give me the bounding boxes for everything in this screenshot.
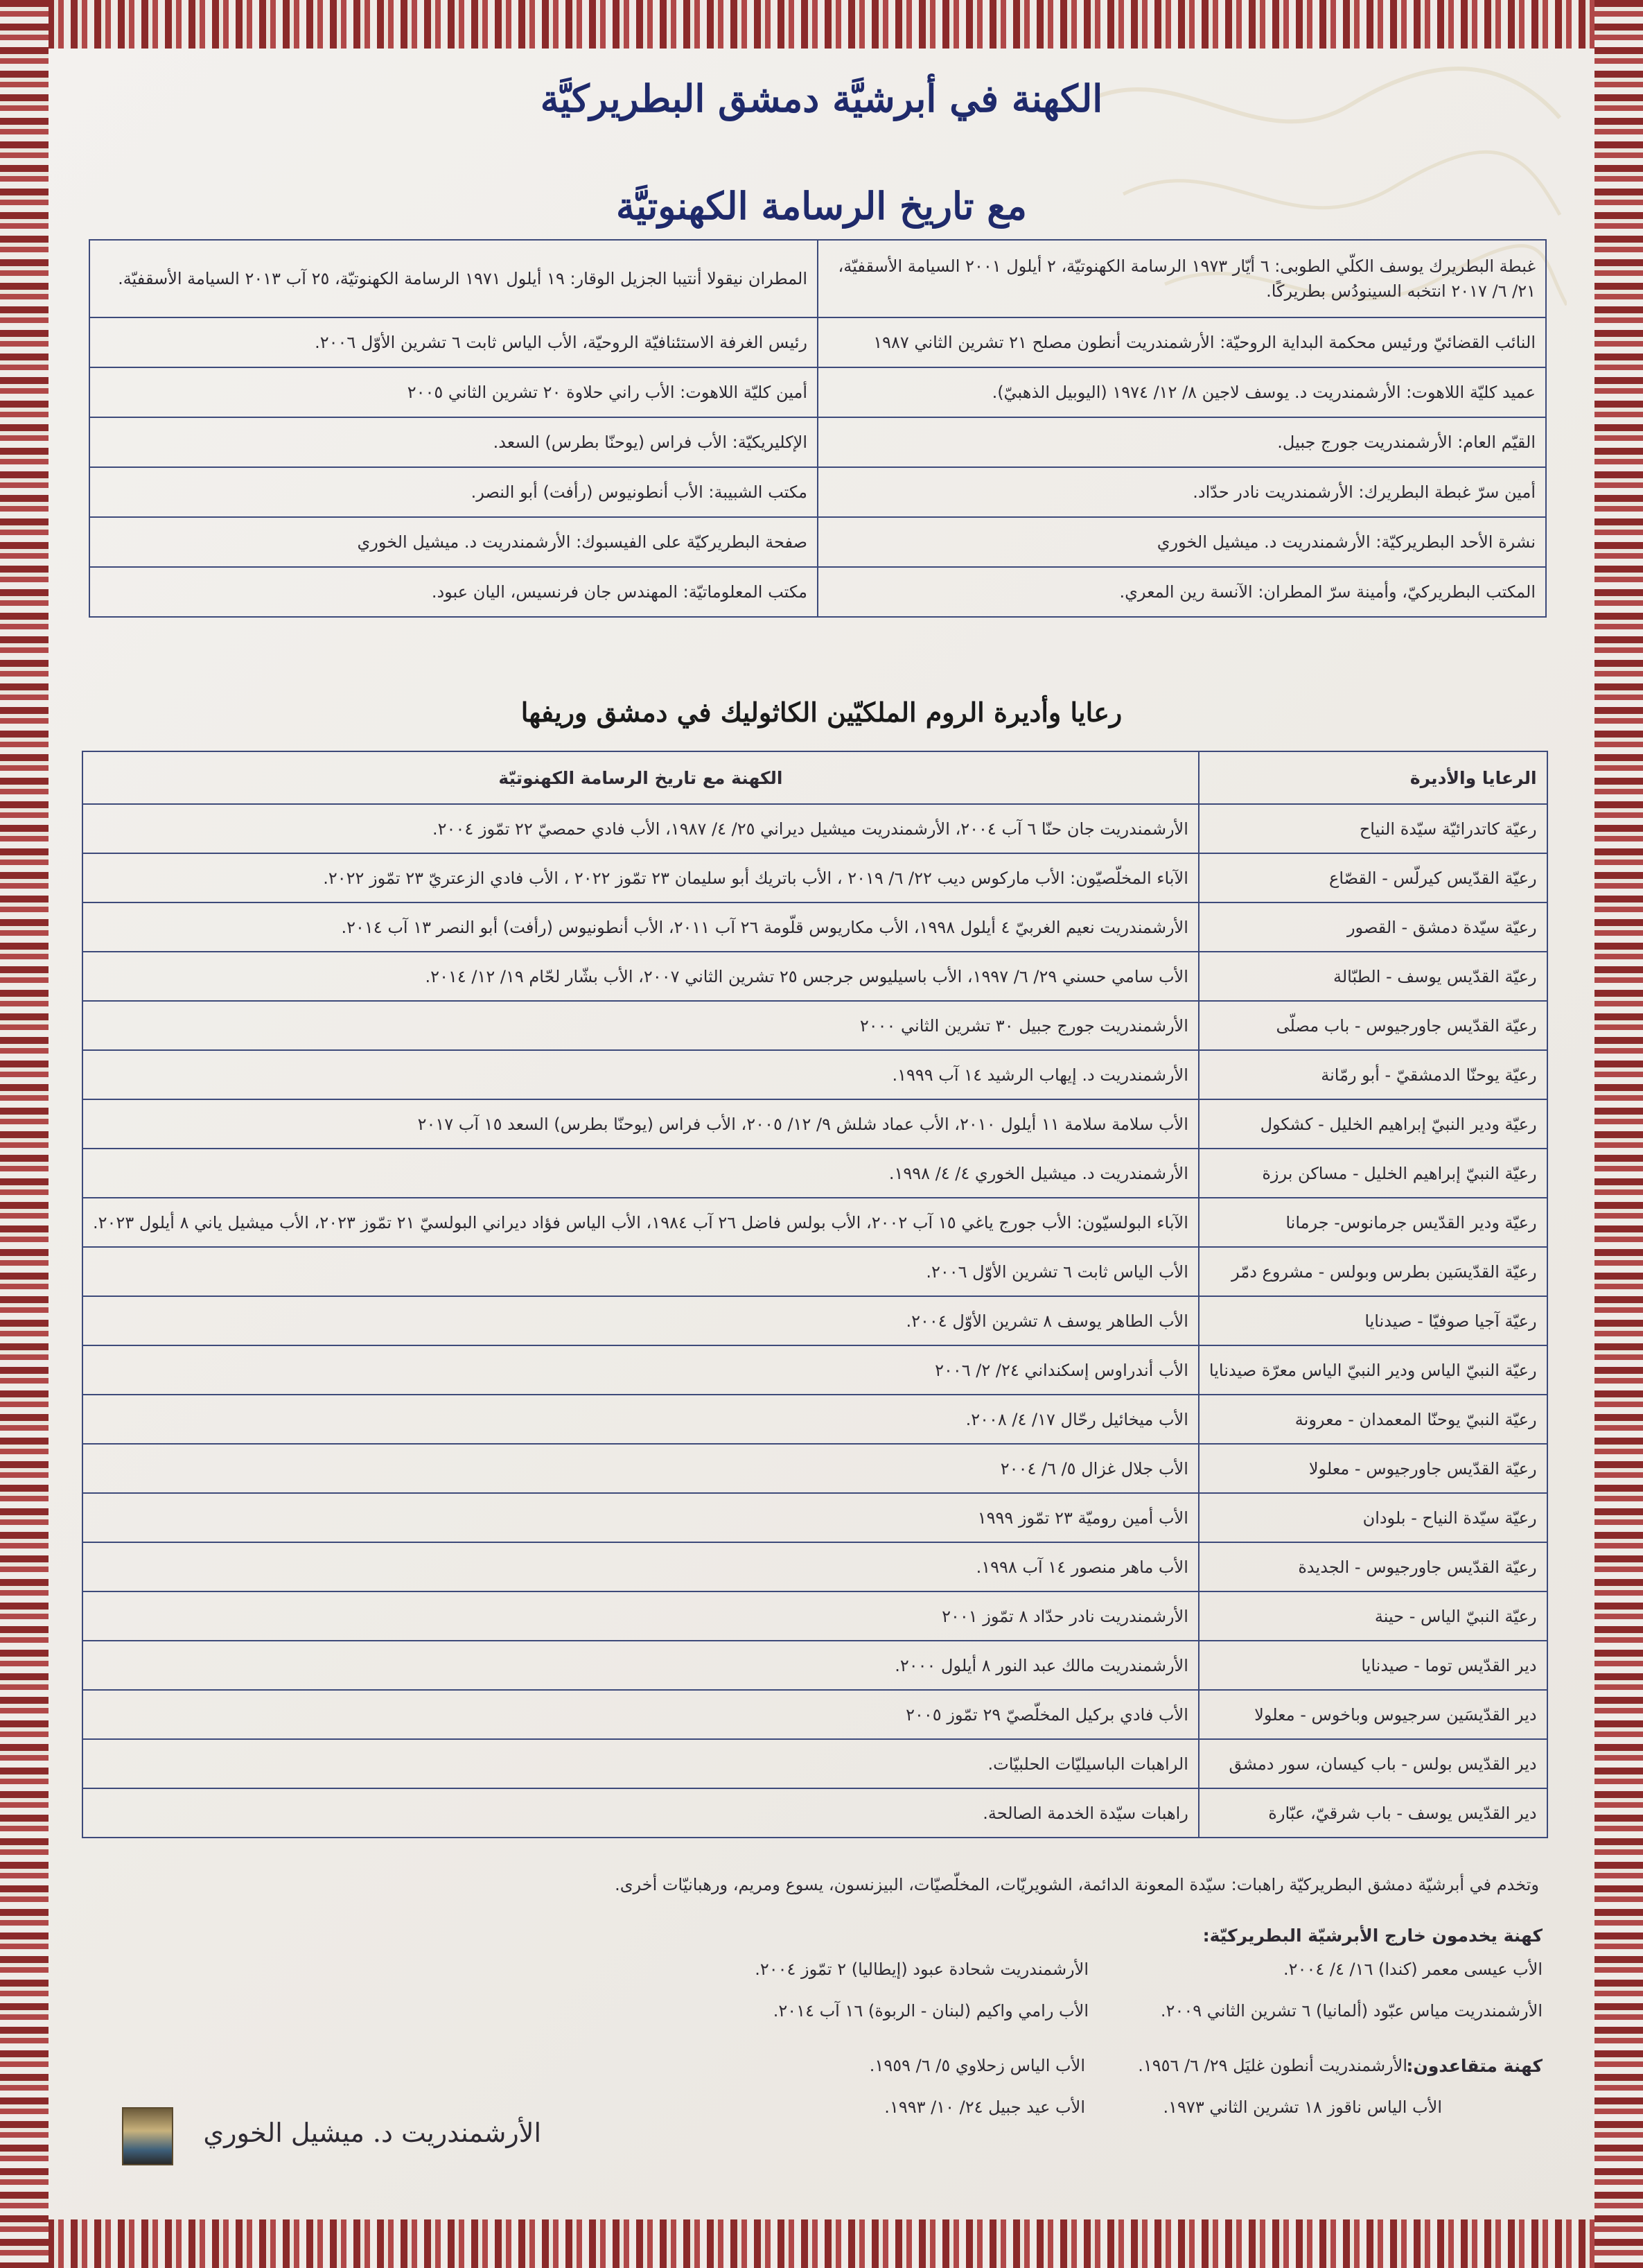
admin-cell-right: عميد كليّة اللاهوت: الأرشمندريت د. يوسف لاجين ٨/ ١٢/ ١٩٧٤ (اليوبيل الذهبيّ). [818, 367, 1546, 417]
parish-name-cell: رعيّة القدّيسَين بطرس وبولس - مشروع دمّر [1199, 1247, 1547, 1296]
page-subtitle: مع تاريخ الرسامة الكهنوتيَّة [616, 184, 1027, 228]
admin-cell-right: النائب القضائيّ ورئيس محكمة البداية الروحيّة: الأرشمندريت أنطون مصلح ٢١ تشرين الثاني ١٩٨٧ [818, 317, 1546, 367]
table-row [82, 804, 1547, 853]
parish-name-cell: دير القدّيس بولس - باب كيسان، سور دمشق [1199, 1739, 1547, 1788]
parish-name-cell: رعيّة كاتدرائيّة سيّدة النياح [1199, 804, 1547, 853]
admin-cell-left: المطران نيقولا أنتيبا الجزيل الوقار: ١٩ أيلول ١٩٧١ الرسامة الكهنوتيّة، ٢٥ آب ٢٠١٣ السيامة الأسقفيّة. [89, 240, 818, 317]
table-row [82, 1247, 1547, 1296]
admin-cell-right: غبطة البطريرك يوسف الكلّي الطوبى: ٦ أيّار ١٩٧٣ الرسامة الكهنوتيّة، ٢ أيلول ٢٠٠١ السيامة الأسقفيّة، ٢١/ ٦/ ٢٠١٧ انتخبه السينودُس بطريركًا. [818, 240, 1546, 317]
parish-name-cell: رعيّة القدّيس جاورجيوس - معلولا [1199, 1444, 1547, 1493]
clergy-cell: الأب ميخائيل رحّال ١٧/ ٤/ ٢٠٠٨. [82, 1395, 1199, 1444]
clergy-cell: الأب جلال غزال ٥/ ٦/ ٢٠٠٤ [82, 1444, 1199, 1493]
clergy-cell: الأرشمندريت نعيم الغربيّ ٤ أيلول ١٩٩٨، الأب مكاريوس قلّومة ٢٦ آب ٢٠١١، الأب أنطونيوس (رأفت) أبو النصر ١٣ آب ٢٠١٤. [82, 902, 1199, 952]
parish-name-cell: رعيّة ودير القدّيس جرمانوس- جرمانا [1199, 1198, 1547, 1247]
table-row [82, 952, 1547, 1001]
table-row [82, 1739, 1547, 1788]
parish-name-cell: رعيّة ودير النبيّ إبراهيم الخليل - كشكول [1199, 1099, 1547, 1149]
retired-clergy-item: الأرشمندريت أنطون غليَل ٢٩/ ٦/ ١٩٥٦. [1138, 2056, 1407, 2075]
outside-clergy-item: الأرشمندريت مياس عبّود (ألمانيا) ٦ تشرين الثاني ٢٠٠٩. [1160, 2001, 1543, 2021]
clergy-cell: الأرشمندريت مالك عبد النور ٨ أيلول ٢٠٠٠. [82, 1641, 1199, 1690]
clergy-cell: الأب الطاهر يوسف ٨ تشرين الأوّل ٢٠٠٤. [82, 1296, 1199, 1345]
outside-clergy-heading: كهنة يخدمون خارج الأبرشيّة البطريركيّة: [1202, 1926, 1543, 1946]
table-row [82, 1149, 1547, 1198]
table-row [82, 1198, 1547, 1247]
administration-table [89, 239, 1547, 618]
parish-name-cell: رعيّة القدّيس يوسف - الطبّالة [1199, 952, 1547, 1001]
parish-name-cell: رعيّة النبيّ الياس ودير النبيّ الياس معرّة صيدنايا [1199, 1345, 1547, 1395]
parish-name-cell: رعيّة القدّيس جاورجيوس - باب مصلّى [1199, 1001, 1547, 1050]
parish-name-cell: رعيّة النبيّ إبراهيم الخليل - مساكن برزة [1199, 1149, 1547, 1198]
parish-name-cell: رعيّة آجيا صوفيّا - صيدنايا [1199, 1296, 1547, 1345]
table-row [82, 1001, 1547, 1050]
admin-row [89, 567, 1546, 617]
parish-name-cell: رعيّة النبيّ الياس - حينة [1199, 1591, 1547, 1641]
table-row [82, 1641, 1547, 1690]
table-row [82, 1296, 1547, 1345]
clergy-cell: الأرشمندريت د. إيهاب الرشيد ١٤ آب ١٩٩٩. [82, 1050, 1199, 1099]
clergy-cell: الأب أمين روميّة ٢٣ تمّوز ١٩٩٩ [82, 1493, 1199, 1542]
parish-name-cell: رعيّة القدّيس جاورجيوس - الجديدة [1199, 1542, 1547, 1591]
admin-cell-right: القيّم العام: الأرشمندريت جورج جبيل. [818, 417, 1546, 467]
admin-cell-left: مكتب المعلوماتيّة: المهندس جان فرنسيس، اليان عبود. [89, 567, 818, 617]
outside-clergy-item: الأب رامي واكيم (لبنان - الربوة) ١٦ آب ٢٠١٤. [773, 2001, 1089, 2021]
admin-row [89, 317, 1546, 367]
parish-name-cell: رعيّة القدّيس كيرلّس - القصّاع [1199, 853, 1547, 902]
table-row [82, 1395, 1547, 1444]
retired-clergy-item: الأب عيد جبيل ٢٤/ ١٠/ ١٩٩٣. [884, 2097, 1085, 2117]
table-row [82, 902, 1547, 952]
clergy-cell: الأب فادي بركيل المخلّصيّ ٢٩ تمّوز ٢٠٠٥ [82, 1690, 1199, 1739]
clergy-cell: الأرشمندريت جان حنّا ٦ آب ٢٠٠٤، الأرشمندريت ميشيل ديراني ٢٥/ ٤/ ١٩٨٧، الأب فادي حمصيّ ٢٢ تمّوز ٢٠٠٤. [82, 804, 1199, 853]
table-row [82, 1099, 1547, 1149]
admin-row [89, 240, 1546, 317]
admin-cell-right: نشرة الأحد البطريركيّة: الأرشمندريت د. ميشيل الخوري [818, 517, 1546, 567]
parish-name-cell: رعيّة النبيّ يوحنّا المعمدان - معرونة [1199, 1395, 1547, 1444]
table-row [82, 1690, 1547, 1739]
parish-name-cell: رعيّة سيّدة دمشق - القصور [1199, 902, 1547, 952]
clergy-cell: الأرشمندريت نادر حدّاد ٨ تمّوز ٢٠٠١ [82, 1591, 1199, 1641]
admin-cell-left: الإكليريكيّة: الأب فراس (يوحنّا بطرس) السعد. [89, 417, 818, 467]
table-row [82, 1050, 1547, 1099]
outside-clergy-item: الأرشمندريت شحادة عبود (إيطاليا) ٢ تمّوز ٢٠٠٤. [755, 1960, 1089, 1979]
parish-name-cell: دير القدّيس يوسف - باب شرقيّ، عبّارة [1199, 1788, 1547, 1838]
table-row [82, 1444, 1547, 1493]
clergy-cell: الآباء المخلّصيّون: الأب ماركوس ديب ٢٢/ ٦/ ٢٠١٩ ، الأب باتريك أبو سليمان ٢٣ تمّوز ٢٠٢٢ ، الأب فادي الزعتريّ ٢٣ تمّوز ٢٠٢٢. [82, 853, 1199, 902]
table-row [82, 1493, 1547, 1542]
parishes-heading: رعايا وأديرة الروم الملكيّين الكاثوليك في دمشق وريفها [520, 697, 1123, 728]
parish-name-cell: دير القدّيس توما - صيدنايا [1199, 1641, 1547, 1690]
clergy-cell: الأرشمندريت جورج جبيل ٣٠ تشرين الثاني ٢٠٠٠ [82, 1001, 1199, 1050]
clergy-cell: الراهبات الباسيليّات الحلبيّات. [82, 1739, 1199, 1788]
table-row [82, 1345, 1547, 1395]
admin-cell-left: أمين كليّة اللاهوت: الأب راني حلاوة ٢٠ تشرين الثاني ٢٠٠٥ [89, 367, 818, 417]
retired-clergy-item: الأب الياس ناقوز ١٨ تشرين الثاني ١٩٧٣. [1163, 2097, 1442, 2117]
admin-cell-left: صفحة البطريركيّة على الفيسبوك: الأرشمندريت د. ميشيل الخوري [89, 517, 818, 567]
clergy-cell: الأب ماهر منصور ١٤ آب ١٩٩٨. [82, 1542, 1199, 1591]
admin-row [89, 417, 1546, 467]
admin-row [89, 367, 1546, 417]
admin-cell-left: مكتب الشبيبة: الأب أنطونيوس (رأفت) أبو النصر. [89, 467, 818, 517]
column-header-clergy: الكهنة مع تاريخ الرسامة الكهنوتيّة [82, 751, 1199, 804]
admin-row [89, 517, 1546, 567]
saint-icon-image [122, 2107, 173, 2165]
parish-name-cell: رعيّة سيّدة النياح - بلودان [1199, 1493, 1547, 1542]
admin-row [89, 467, 1546, 517]
clergy-cell: الآباء البولسيّون: الأب جورج ياغي ١٥ آب ٢٠٠٢، الأب بولس فاضل ٢٦ آب ١٩٨٤، الأب الياس فؤاد ديراني البولسيّ ٢١ تمّوز ٢٠٢٣، الأب ميشيل ياني ٨ أيلول ٢٠٢٣. [82, 1198, 1199, 1247]
clergy-cell: الأب أندراوس إسكنداني ٢٤/ ٢/ ٢٠٠٦ [82, 1345, 1199, 1395]
clergy-cell: الأب سامي حسني ٢٩/ ٦/ ١٩٩٧، الأب باسيليوس جرجس ٢٥ تشرين الثاني ٢٠٠٧، الأب بشّار لحّام ١٩/ ١٢/ ٢٠١٤. [82, 952, 1199, 1001]
table-row [82, 1788, 1547, 1838]
nuns-note: وتخدم في أبرشيّة دمشق البطريركيّة راهبات: سيّدة المعونة الدائمة، الشويريّات، المخلّصيّات، البيزنسون، يسوع ومريم، ورهبانيّات أخرى. [615, 1875, 1539, 1894]
table-header-row [82, 751, 1547, 804]
parish-name-cell: دير القدّيسَين سرجيوس وباخوس - معلولا [1199, 1690, 1547, 1739]
clergy-cell: الأرشمندريت د. ميشيل الخوري ٤/ ٤/ ١٩٩٨. [82, 1149, 1199, 1198]
clergy-cell: راهبات سيّدة الخدمة الصالحة. [82, 1788, 1199, 1838]
admin-cell-right: المكتب البطريركيّ، وأمينة سرّ المطران: الآنسة رين المعري. [818, 567, 1546, 617]
clergy-cell: الأب الياس ثابت ٦ تشرين الأوّل ٢٠٠٦. [82, 1247, 1199, 1296]
admin-cell-right: أمين سرّ غبطة البطريرك: الأرشمندريت نادر حدّاد. [818, 467, 1546, 517]
table-row [82, 853, 1547, 902]
retired-clergy-item: الأب الياس زحلاوي ٥/ ٦/ ١٩٥٩. [869, 2056, 1085, 2075]
table-row [82, 1591, 1547, 1641]
signature: الأرشمندريت د. ميشيل الخوري [203, 2118, 541, 2148]
table-row [82, 1542, 1547, 1591]
parishes-table [82, 751, 1548, 1838]
column-header-parishes: الرعايا والأديرة [1199, 751, 1547, 804]
admin-cell-left: رئيس الغرفة الاستئنافيّة الروحيّة، الأب الياس ثابت ٦ تشرين الأوّل ٢٠٠٦. [89, 317, 818, 367]
parish-name-cell: رعيّة يوحنّا الدمشقيّ - أبو رمّانة [1199, 1050, 1547, 1099]
outside-clergy-item: الأب عيسى معمر (كندا) ١٦/ ٤/ ٢٠٠٤. [1283, 1960, 1543, 1979]
clergy-cell: الأب سلامة سلامة ١١ أيلول ٢٠١٠، الأب عماد شلش ٩/ ١٢/ ٢٠٠٥، الأب فراس (يوحنّا بطرس) السعد ١٥ آب ٢٠١٧ [82, 1099, 1199, 1149]
page-title: الكهنة في أبرشيَّة دمشق البطريركيَّة [540, 76, 1103, 121]
retired-clergy-heading: كهنة متقاعدون: [1406, 2056, 1543, 2076]
